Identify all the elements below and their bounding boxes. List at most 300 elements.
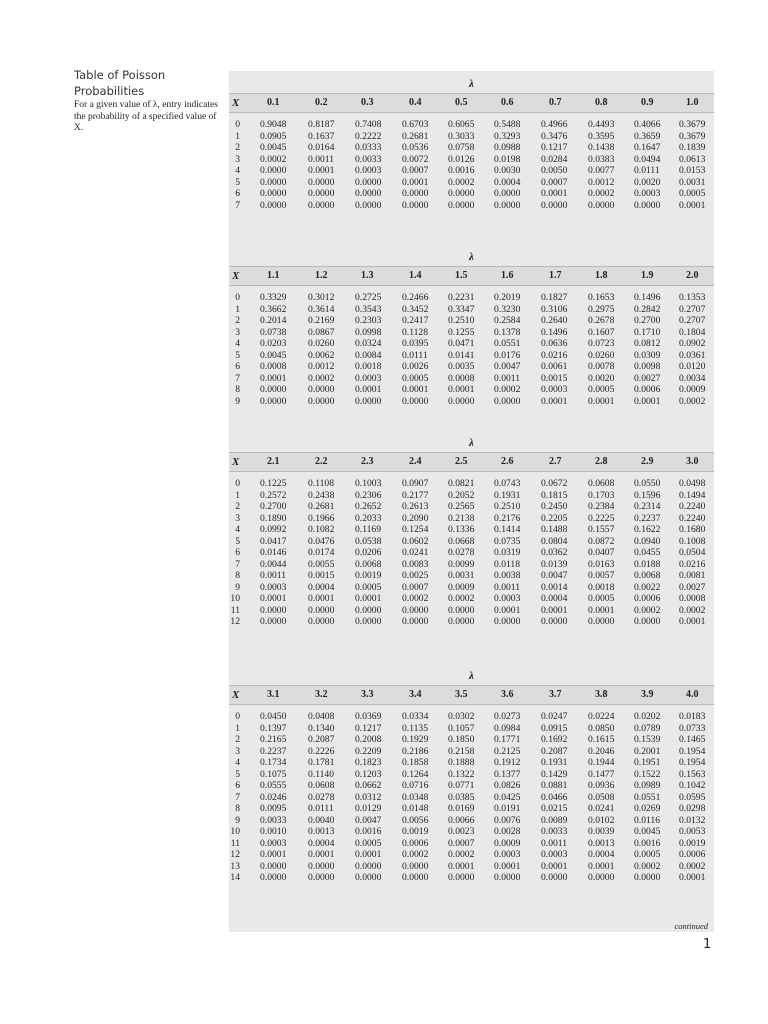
table-row (229, 304, 714, 316)
probability-cell: 0.4966 (541, 119, 568, 130)
table-row (229, 478, 714, 490)
probability-cell: 0.2565 (448, 501, 475, 512)
probability-cell: 0.1966 (308, 512, 335, 524)
x-column-header: X (232, 97, 240, 109)
probability-cell: 0.1692 (541, 734, 568, 745)
probability-cell: 0.2176 (494, 512, 521, 524)
probability-cell: 0.0003 (494, 593, 521, 604)
probability-cell: 0.0006 (402, 837, 429, 849)
table-row (229, 131, 714, 143)
probability-cell: 0.0004 (541, 593, 568, 604)
column-header-row (229, 452, 714, 472)
probability-cell: 0.0466 (541, 791, 568, 803)
probability-cell: 0.0595 (679, 791, 706, 803)
probability-cell: 0.2087 (308, 734, 335, 745)
probability-cell: 0.1075 (260, 768, 287, 780)
probability-cell: 0.1622 (634, 524, 661, 535)
probability-cell: 0.0015 (541, 372, 568, 384)
lambda-column-header: 3.4 (409, 689, 422, 700)
probability-cell: 0.2222 (355, 130, 382, 142)
probability-cell: 0.0002 (448, 849, 475, 860)
probability-cell: 0.2725 (355, 292, 382, 303)
probability-cell: 0.0000 (308, 395, 335, 407)
probability-cell: 0.2640 (541, 315, 568, 326)
probability-cell: 0.2033 (355, 512, 382, 524)
probability-cell: 0.0000 (260, 165, 287, 176)
table-row (229, 861, 714, 873)
probability-cell: 0.0812 (634, 338, 661, 349)
lambda-column-header: 1.4 (409, 270, 422, 281)
probability-cell: 0.0000 (494, 616, 521, 627)
probability-cell: 0.1781 (308, 757, 335, 768)
probability-cell: 0.2306 (355, 489, 382, 501)
probability-cell: 0.0095 (260, 803, 287, 814)
probability-cell: 0.0191 (494, 803, 521, 814)
x-value-cell: 1 (235, 130, 240, 142)
probability-cell: 0.3347 (448, 303, 475, 315)
probability-cell: 0.0040 (308, 814, 335, 826)
probability-cell: 0.0000 (541, 872, 568, 883)
probability-cell: 0.1488 (541, 524, 568, 535)
probability-cell: 0.0000 (260, 604, 287, 616)
probability-cell: 0.0989 (634, 780, 661, 791)
probability-cell: 0.0018 (355, 361, 382, 372)
probability-cell: 0.0826 (494, 780, 521, 791)
probability-cell: 0.0009 (494, 837, 521, 849)
lambda-column-header: 0.9 (641, 97, 654, 108)
probability-cell: 0.0111 (634, 165, 660, 176)
probability-cell: 0.0284 (541, 153, 568, 165)
probability-cell: 0.0216 (679, 558, 706, 570)
probability-cell: 0.1954 (679, 745, 706, 757)
lambda-column-header: 4.0 (686, 689, 699, 700)
probability-cell: 0.1108 (308, 478, 335, 489)
probability-cell: 0.3476 (541, 130, 568, 142)
table-row (229, 501, 714, 513)
probability-cell: 0.1378 (494, 326, 521, 338)
probability-cell: 0.0000 (308, 188, 335, 199)
x-value-cell: 0 (235, 478, 240, 489)
column-header-row (229, 685, 714, 705)
probability-cell: 0.0000 (494, 188, 521, 199)
probability-cell: 0.0003 (355, 372, 382, 384)
x-value-cell: 7 (235, 791, 240, 803)
probability-cell: 0.3543 (355, 303, 382, 315)
probability-cell: 0.0129 (355, 803, 382, 814)
poisson-table (229, 71, 714, 932)
probability-cell: 0.0407 (588, 547, 615, 558)
probability-cell: 0.1931 (541, 757, 568, 768)
column-header-row (229, 93, 714, 113)
probability-cell: 0.0001 (308, 849, 335, 860)
probability-cell: 0.0102 (588, 814, 615, 826)
table-row (229, 838, 714, 850)
probability-cell: 0.0000 (588, 872, 615, 883)
x-value-cell: 3 (235, 745, 240, 757)
probability-cell: 0.1429 (541, 768, 568, 780)
probability-cell: 0.0001 (494, 860, 521, 872)
probability-cell: 0.1522 (634, 768, 661, 780)
probability-cell: 0.0000 (260, 395, 287, 407)
probability-cell: 0.0850 (588, 722, 615, 734)
probability-cell: 0.0003 (260, 837, 287, 849)
lambda-column-header: 0.5 (455, 97, 468, 108)
probability-cell: 0.0004 (308, 581, 335, 593)
x-value-cell: 5 (235, 349, 240, 361)
probability-cell: 0.1929 (402, 734, 429, 745)
probability-cell: 0.0002 (679, 860, 706, 872)
probability-cell: 0.1496 (634, 292, 661, 303)
lambda-column-header: 0.6 (501, 97, 514, 108)
probability-cell: 0.2165 (260, 734, 287, 745)
table-row (229, 350, 714, 362)
probability-cell: 0.0000 (402, 199, 429, 211)
probability-cell: 0.0716 (402, 780, 429, 791)
lambda-column-header: 2.9 (641, 456, 654, 467)
probability-cell: 0.1703 (588, 489, 615, 501)
table-row (229, 849, 714, 861)
probability-cell: 0.0002 (634, 860, 661, 872)
probability-cell: 0.1135 (402, 722, 429, 734)
probability-cell: 0.0183 (679, 711, 706, 722)
probability-cell: 0.0148 (402, 803, 429, 814)
probability-cell: 0.2450 (541, 501, 568, 512)
probability-cell: 0.0000 (402, 860, 429, 872)
probability-cell: 0.3329 (260, 292, 287, 303)
probability-cell: 0.0062 (308, 349, 335, 361)
probability-cell: 0.2019 (494, 292, 521, 303)
probability-cell: 0.0613 (679, 153, 706, 165)
lambda-column-header: 2.6 (501, 456, 514, 467)
table-row (229, 361, 714, 373)
probability-cell: 0.1042 (679, 780, 706, 791)
probability-cell: 0.1890 (260, 512, 287, 524)
probability-cell: 0.2438 (308, 489, 335, 501)
probability-cell: 0.1057 (448, 722, 475, 734)
probability-cell: 0.2205 (541, 512, 568, 524)
x-value-cell: 7 (235, 199, 240, 211)
x-value-cell: 9 (235, 581, 240, 593)
table-row (229, 616, 714, 628)
probability-cell: 0.0551 (634, 791, 661, 803)
x-value-cell: 4 (235, 757, 240, 768)
lambda-column-header: 3.2 (315, 689, 328, 700)
probability-cell: 0.2240 (679, 501, 706, 512)
x-value-cell: 0 (235, 711, 240, 722)
lambda-column-header: 2.4 (409, 456, 422, 467)
lambda-column-header: 2.7 (549, 456, 562, 467)
probability-cell: 0.0001 (634, 395, 661, 407)
probability-cell: 0.0241 (402, 547, 429, 558)
probability-cell: 0.1217 (355, 722, 382, 734)
probability-cell: 0.0002 (402, 593, 429, 604)
x-value-cell: 11 (230, 837, 240, 849)
x-value-cell: 11 (230, 604, 240, 616)
probability-cell: 0.0083 (402, 558, 429, 570)
probability-cell: 0.0224 (588, 711, 615, 722)
probability-cell: 0.4493 (588, 119, 615, 130)
probability-cell: 0.0215 (541, 803, 568, 814)
probability-cell: 0.2237 (260, 745, 287, 757)
probability-cell: 0.7408 (355, 119, 382, 130)
probability-cell: 0.1944 (588, 757, 615, 768)
probability-cell: 0.2681 (308, 501, 335, 512)
probability-cell: 0.3595 (588, 130, 615, 142)
probability-cell: 0.0000 (260, 188, 287, 199)
probability-cell: 0.0758 (448, 142, 475, 153)
probability-cell: 0.0789 (634, 722, 661, 734)
table-description: For a given value of λ, entry indicates the probability of a specified value of X. (74, 100, 218, 133)
probability-cell: 0.1827 (541, 292, 568, 303)
x-value-cell: 4 (235, 338, 240, 349)
probability-cell: 0.0385 (448, 791, 475, 803)
probability-cell: 0.0508 (588, 791, 615, 803)
probability-cell: 0.2225 (588, 512, 615, 524)
probability-cell: 0.0011 (260, 570, 287, 581)
lambda-column-header: 1.0 (686, 97, 699, 108)
probability-cell: 0.0504 (679, 547, 706, 558)
probability-cell: 0.2700 (634, 315, 661, 326)
x-value-cell: 9 (235, 814, 240, 826)
probability-cell: 0.0636 (541, 338, 568, 349)
probability-cell: 0.0001 (448, 860, 475, 872)
probability-cell: 0.0098 (634, 361, 661, 372)
probability-cell: 0.3293 (494, 130, 521, 142)
probability-cell: 0.0000 (308, 872, 335, 883)
probability-cell: 0.0881 (541, 780, 568, 791)
x-value-cell: 14 (230, 872, 240, 883)
probability-cell: 0.3012 (308, 292, 335, 303)
probability-cell: 0.0000 (541, 616, 568, 627)
probability-cell: 0.0001 (679, 872, 706, 883)
probability-cell: 0.0324 (355, 338, 382, 349)
probability-cell: 0.0018 (588, 581, 615, 593)
probability-cell: 0.2169 (308, 315, 335, 326)
probability-cell: 0.0003 (355, 165, 382, 176)
probability-cell: 0.2510 (448, 315, 475, 326)
probability-cell: 0.0000 (402, 395, 429, 407)
probability-cell: 0.2652 (355, 501, 382, 512)
probability-cell: 0.6703 (402, 119, 429, 130)
probability-cell: 0.0000 (308, 199, 335, 211)
probability-cell: 0.1336 (448, 524, 475, 535)
probability-cell: 0.2384 (588, 501, 615, 512)
probability-cell: 0.0260 (588, 349, 615, 361)
probability-cell: 0.0206 (355, 547, 382, 558)
table-row (229, 815, 714, 827)
probability-cell: 0.0013 (308, 826, 335, 837)
x-value-cell: 7 (235, 372, 240, 384)
probability-cell: 0.0000 (355, 604, 382, 616)
table-row (229, 396, 714, 408)
lambda-column-header: 3.3 (361, 689, 374, 700)
probability-cell: 0.0007 (448, 837, 475, 849)
probability-cell: 0.0000 (634, 199, 661, 211)
probability-cell: 0.0000 (448, 199, 475, 211)
probability-cell: 0.0000 (308, 860, 335, 872)
lambda-column-header: 2.8 (595, 456, 608, 467)
probability-cell: 0.0007 (402, 581, 429, 593)
probability-cell: 0.1140 (308, 768, 335, 780)
table-row (229, 547, 714, 559)
probability-cell: 0.0019 (355, 570, 382, 581)
probability-cell: 0.0053 (679, 826, 706, 837)
probability-cell: 0.0014 (541, 581, 568, 593)
probability-cell: 0.0000 (494, 872, 521, 883)
x-value-cell: 6 (235, 188, 240, 199)
probability-cell: 0.4066 (634, 119, 661, 130)
probability-cell: 0.1647 (634, 142, 661, 153)
probability-cell: 0.2584 (494, 315, 521, 326)
probability-cell: 0.2678 (588, 315, 615, 326)
probability-cell: 0.0000 (308, 616, 335, 627)
probability-cell: 0.0066 (448, 814, 475, 826)
probability-cell: 0.0000 (494, 395, 521, 407)
x-value-cell: 10 (230, 826, 240, 837)
probability-cell: 0.0001 (308, 593, 335, 604)
lambda-column-header: 1.1 (267, 270, 280, 281)
probability-cell: 0.0000 (355, 872, 382, 883)
probability-cell: 0.0738 (260, 326, 287, 338)
probability-cell: 0.0361 (679, 349, 706, 361)
continued-label: continued (674, 921, 708, 931)
table-row (229, 292, 714, 304)
probability-cell: 0.0940 (634, 535, 661, 547)
probability-cell: 0.0009 (679, 384, 706, 395)
probability-cell: 0.0045 (260, 349, 287, 361)
x-value-cell: 8 (235, 803, 240, 814)
probability-cell: 0.0000 (260, 176, 287, 188)
probability-cell: 0.0020 (634, 176, 661, 188)
x-column-header: X (232, 456, 240, 468)
lambda-column-header: 1.8 (595, 270, 608, 281)
table-row (229, 315, 714, 327)
probability-cell: 0.0176 (494, 349, 521, 361)
probability-cell: 0.0033 (260, 814, 287, 826)
probability-cell: 0.0031 (448, 570, 475, 581)
probability-cell: 0.0902 (679, 338, 706, 349)
probability-cell: 0.2014 (260, 315, 287, 326)
lambda-column-header: 2.0 (686, 270, 699, 281)
probability-cell: 0.3106 (541, 303, 568, 315)
probability-cell: 0.0735 (494, 535, 521, 547)
probability-cell: 0.0273 (494, 711, 521, 722)
probability-cell: 0.1003 (355, 478, 382, 489)
probability-cell: 0.0016 (634, 837, 661, 849)
probability-cell: 0.0000 (402, 604, 429, 616)
probability-cell: 0.0536 (402, 142, 429, 153)
probability-cell: 0.1496 (541, 326, 568, 338)
probability-cell: 0.0031 (679, 176, 706, 188)
probability-cell: 0.0163 (588, 558, 615, 570)
probability-cell: 0.0369 (355, 711, 382, 722)
probability-cell: 0.0988 (494, 142, 521, 153)
probability-cell: 0.3662 (260, 303, 287, 315)
x-value-cell: 8 (235, 570, 240, 581)
probability-cell: 0.0000 (402, 188, 429, 199)
probability-cell: 0.0000 (355, 176, 382, 188)
probability-cell: 0.0001 (260, 849, 287, 860)
probability-cell: 0.0668 (448, 535, 475, 547)
x-value-cell: 2 (235, 734, 240, 745)
probability-cell: 0.2842 (634, 303, 661, 315)
probability-cell: 0.0139 (541, 558, 568, 570)
probability-cell: 0.0033 (541, 826, 568, 837)
probability-cell: 0.0319 (494, 547, 521, 558)
lambda-column-header: 2.2 (315, 456, 328, 467)
probability-cell: 0.0028 (494, 826, 521, 837)
probability-cell: 0.1082 (308, 524, 335, 535)
probability-cell: 0.0202 (634, 711, 661, 722)
probability-cell: 0.0743 (494, 478, 521, 489)
probability-cell: 0.5488 (494, 119, 521, 130)
table-row (229, 826, 714, 838)
probability-cell: 0.0011 (308, 153, 335, 165)
lambda-column-header: 1.7 (549, 270, 562, 281)
table-row (229, 384, 714, 396)
lambda-column-header: 0.4 (409, 97, 422, 108)
probability-cell: 0.0005 (402, 372, 429, 384)
probability-cell: 0.2613 (402, 501, 429, 512)
x-value-cell: 5 (235, 535, 240, 547)
probability-cell: 0.2466 (402, 292, 429, 303)
probability-cell: 0.0120 (679, 361, 706, 372)
probability-cell: 0.0044 (260, 558, 287, 570)
probability-cell: 0.2138 (448, 512, 475, 524)
probability-cell: 0.0010 (260, 826, 287, 837)
probability-cell: 0.0348 (402, 791, 429, 803)
probability-cell: 0.0045 (634, 826, 661, 837)
probability-cell: 0.2314 (634, 501, 661, 512)
probability-cell: 0.1615 (588, 734, 615, 745)
probability-cell: 0.0047 (494, 361, 521, 372)
probability-cell: 0.0077 (588, 165, 615, 176)
probability-cell: 0.0001 (541, 860, 568, 872)
probability-cell: 0.0078 (588, 361, 615, 372)
probability-cell: 0.0000 (308, 384, 335, 395)
table-row (229, 734, 714, 746)
probability-cell: 0.0723 (588, 338, 615, 349)
lambda-column-header: 2.1 (267, 456, 280, 467)
lambda-column-header: 3.8 (595, 689, 608, 700)
probability-cell: 0.0008 (260, 361, 287, 372)
table-row (229, 142, 714, 154)
probability-cell: 0.1563 (679, 768, 706, 780)
probability-cell: 0.0278 (308, 791, 335, 803)
column-header-row (229, 266, 714, 286)
probability-cell: 0.1607 (588, 326, 615, 338)
probability-cell: 0.0000 (355, 616, 382, 627)
probability-cell: 0.0001 (679, 199, 706, 211)
probability-cell: 0.0450 (260, 711, 287, 722)
probability-cell: 0.0038 (494, 570, 521, 581)
probability-cell: 0.1128 (402, 326, 429, 338)
probability-cell: 0.0000 (355, 199, 382, 211)
probability-cell: 0.0035 (448, 361, 475, 372)
table-row (229, 605, 714, 617)
probability-cell: 0.1477 (588, 768, 615, 780)
probability-cell: 0.0016 (448, 165, 475, 176)
table-row (229, 803, 714, 815)
probability-cell: 0.0000 (448, 188, 475, 199)
probability-cell: 0.0001 (402, 384, 429, 395)
x-value-cell: 1 (235, 489, 240, 501)
probability-cell: 0.1823 (355, 757, 382, 768)
table-row (229, 200, 714, 212)
x-value-cell: 1 (235, 303, 240, 315)
probability-cell: 0.2707 (679, 303, 706, 315)
probability-cell: 0.0000 (260, 872, 287, 883)
